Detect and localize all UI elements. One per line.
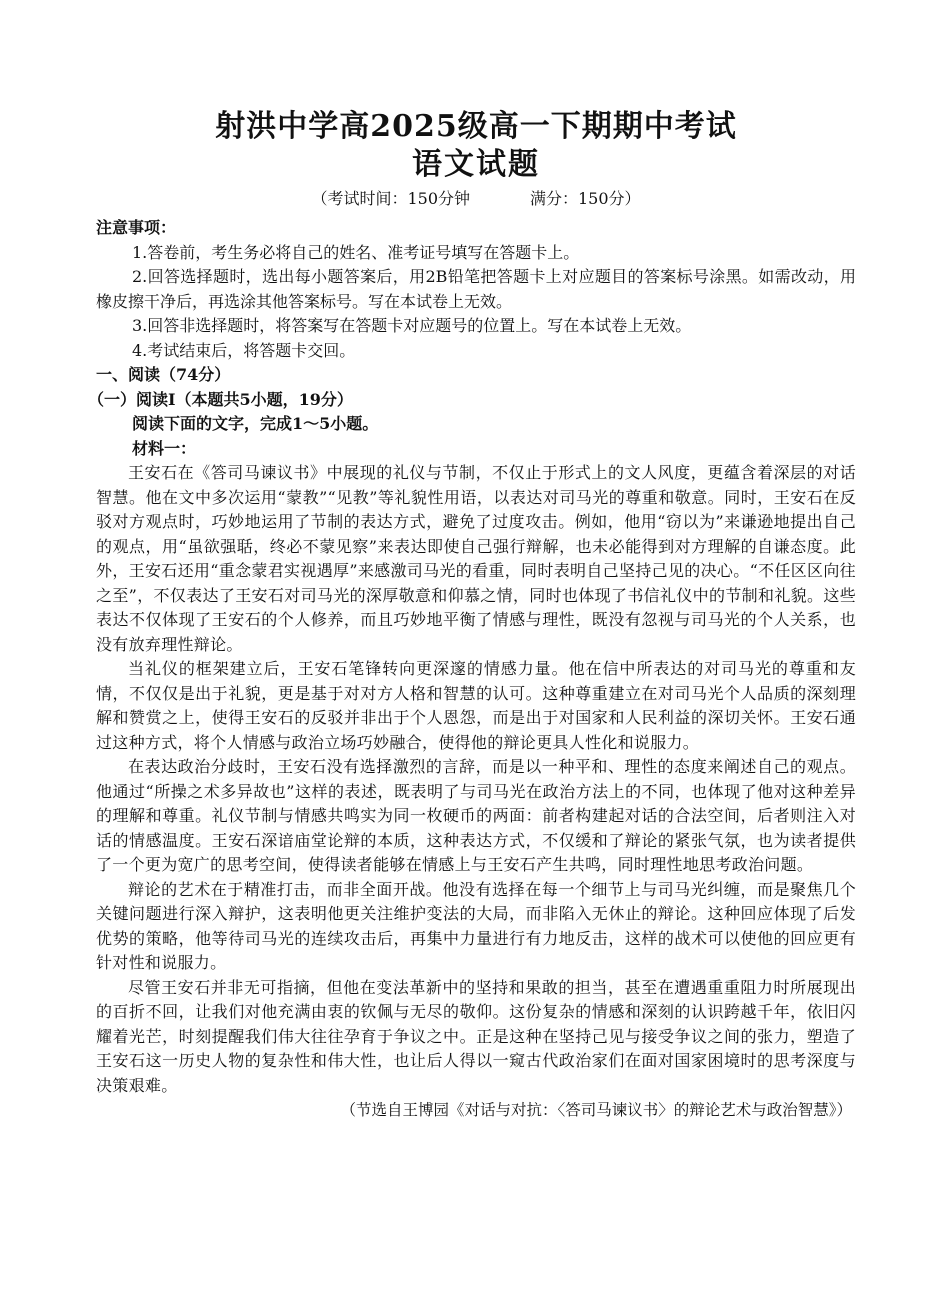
exam-time: （考试时间：150分钟 bbox=[311, 189, 470, 208]
exam-title: 射洪中学高2025级高一下期期中考试 bbox=[215, 109, 737, 144]
material-paragraph: 尽管王安石并非无可指摘，但他在变法革新中的坚持和果敢的担当，甚至在遭遇重重阻力时所展现出的百折不回，让我们对他充满由衷的钦佩与无尽的敬仰。这份复杂的情感和深刻的认识跨越千年，依旧闪耀着光芒，时刻提醒我们伟大往往孕育于争议之中。正是这种在坚持己见与接受争议之间的张力，塑造了王安石这一历史人物的复杂性和伟大性，也让后人得以一窥古代政治家们在面对国家困境时的思考深度与决策艰难。 bbox=[96, 977, 856, 1095]
full-score: 满分：150分） bbox=[530, 189, 641, 208]
reading-instruction: 阅读下面的文字，完成1～5小题。 bbox=[132, 414, 379, 433]
notice-item: 1.答卷前，考生务必将自己的姓名、准考证号填写在答题卡上。 bbox=[132, 242, 580, 262]
section-heading: 一、阅读（74分） bbox=[96, 365, 231, 384]
material-paragraph: 王安石在《答司马谏议书》中展现的礼仪与节制，不仅止于形式上的文人风度，更蕴含着深层的对话智慧。他在文中多次运用“蒙教”“见教”等礼貌性用语，以表达对司马光的尊重和敬意。同时，王安石在反驳对方观点时，巧妙地运用了节制的表达方式，避免了过度攻击。例如，他用“窃以为”来谦逊地提出自己的观点，用“虽欲强聒，终必不蒙见察”来表达即使自己强行辩解，也未必能得到对方理解的自谦态度。此外，王安石还用“重念蒙君实视遇厚”来感激司马光的看重，同时表明自己坚持己见的决心。“不任区区向往之至”，不仅表达了王安石对司马光的深厚敬意和仰慕之情，同时也体现了书信礼仪中的节制和礼貌。这些表达不仅体现了王安石的个人修养，而且巧妙地平衡了情感与理性，既没有忽视与司马光的个人关系，也没有放弃理性辩论。 bbox=[96, 463, 856, 654]
material-paragraph: 辩论的艺术在于精准打击，而非全面开战。他没有选择在每一个细节上与司马光纠缠，而是聚焦几个关键问题进行深入辩护，这表明他更关注维护变法的大局，而非陷入无休止的辩论。这种回应体现了后发优势的策略，他等待司马光的连续攻击后，再集中力量进行有力地反击，这样的战术可以使他的回应更有针对性和说服力。 bbox=[96, 879, 856, 972]
material-label: 材料一： bbox=[132, 438, 197, 458]
notice-item: 2.回答选择题时，选出每小题答案后，用2B铅笔把答题卡上对应题目的答案标号涂黑。如需改动，用橡皮擦干净后，再选涂其他答案标号。写在本试卷上无效。 bbox=[96, 267, 856, 311]
exam-page bbox=[88, 108, 856, 1123]
sub-section-heading: （一）阅读Ⅰ（本题共5小题，19分） bbox=[88, 389, 353, 409]
exam-subtitle: 语文试题 bbox=[412, 147, 540, 182]
notice-heading: 注意事项： bbox=[96, 218, 177, 237]
source-citation: （节选自王博园《对话与对抗：〈答司马谏议书〉的辩论艺术与政治智慧》） bbox=[340, 1101, 852, 1119]
material-paragraph: 在表达政治分歧时，王安石没有选择激烈的言辞，而是以一种平和、理性的态度来阐述自己的观点。他通过“所操之术多异故也”这样的表述，既表明了与司马光在政治方法上的不同，也体现了他对这种差异的理解和尊重。礼仪节制与情感共鸣实为同一枚硬币的两面：前者构建起对话的合法空间，后者则注入对话的情感温度。王安石深谙庙堂论辩的本质，这种表达方式，不仅缓和了辩论的紧张气氛，也为读者提供了一个更为宽广的思考空间，使得读者能够在情感上与王安石产生共鸣，同时理性地思考政治问题。 bbox=[96, 757, 856, 874]
exam-info bbox=[96, 184, 856, 214]
notice-item: 3.回答非选择题时，将答案写在答题卡对应题号的位置上。写在本试卷上无效。 bbox=[132, 316, 692, 335]
notice-item: 4.考试结束后，将答题卡交回。 bbox=[132, 340, 356, 360]
material-paragraph: 当礼仪的框架建立后，王安石笔锋转向更深邃的情感力量。他在信中所表达的对司马光的尊重和友情，不仅仅是出于礼貌，更是基于对对方人格和智慧的认可。这种尊重建立在对司马光个人品质的深刻理解和赞赏之上，使得王安石的反驳并非出于个人恩怨，而是出于对国家和人民利益的深切关怀。王安石通过这种方式，将个人情感与政治立场巧妙融合，使得他的辩论更具人性化和说服力。 bbox=[96, 659, 856, 752]
